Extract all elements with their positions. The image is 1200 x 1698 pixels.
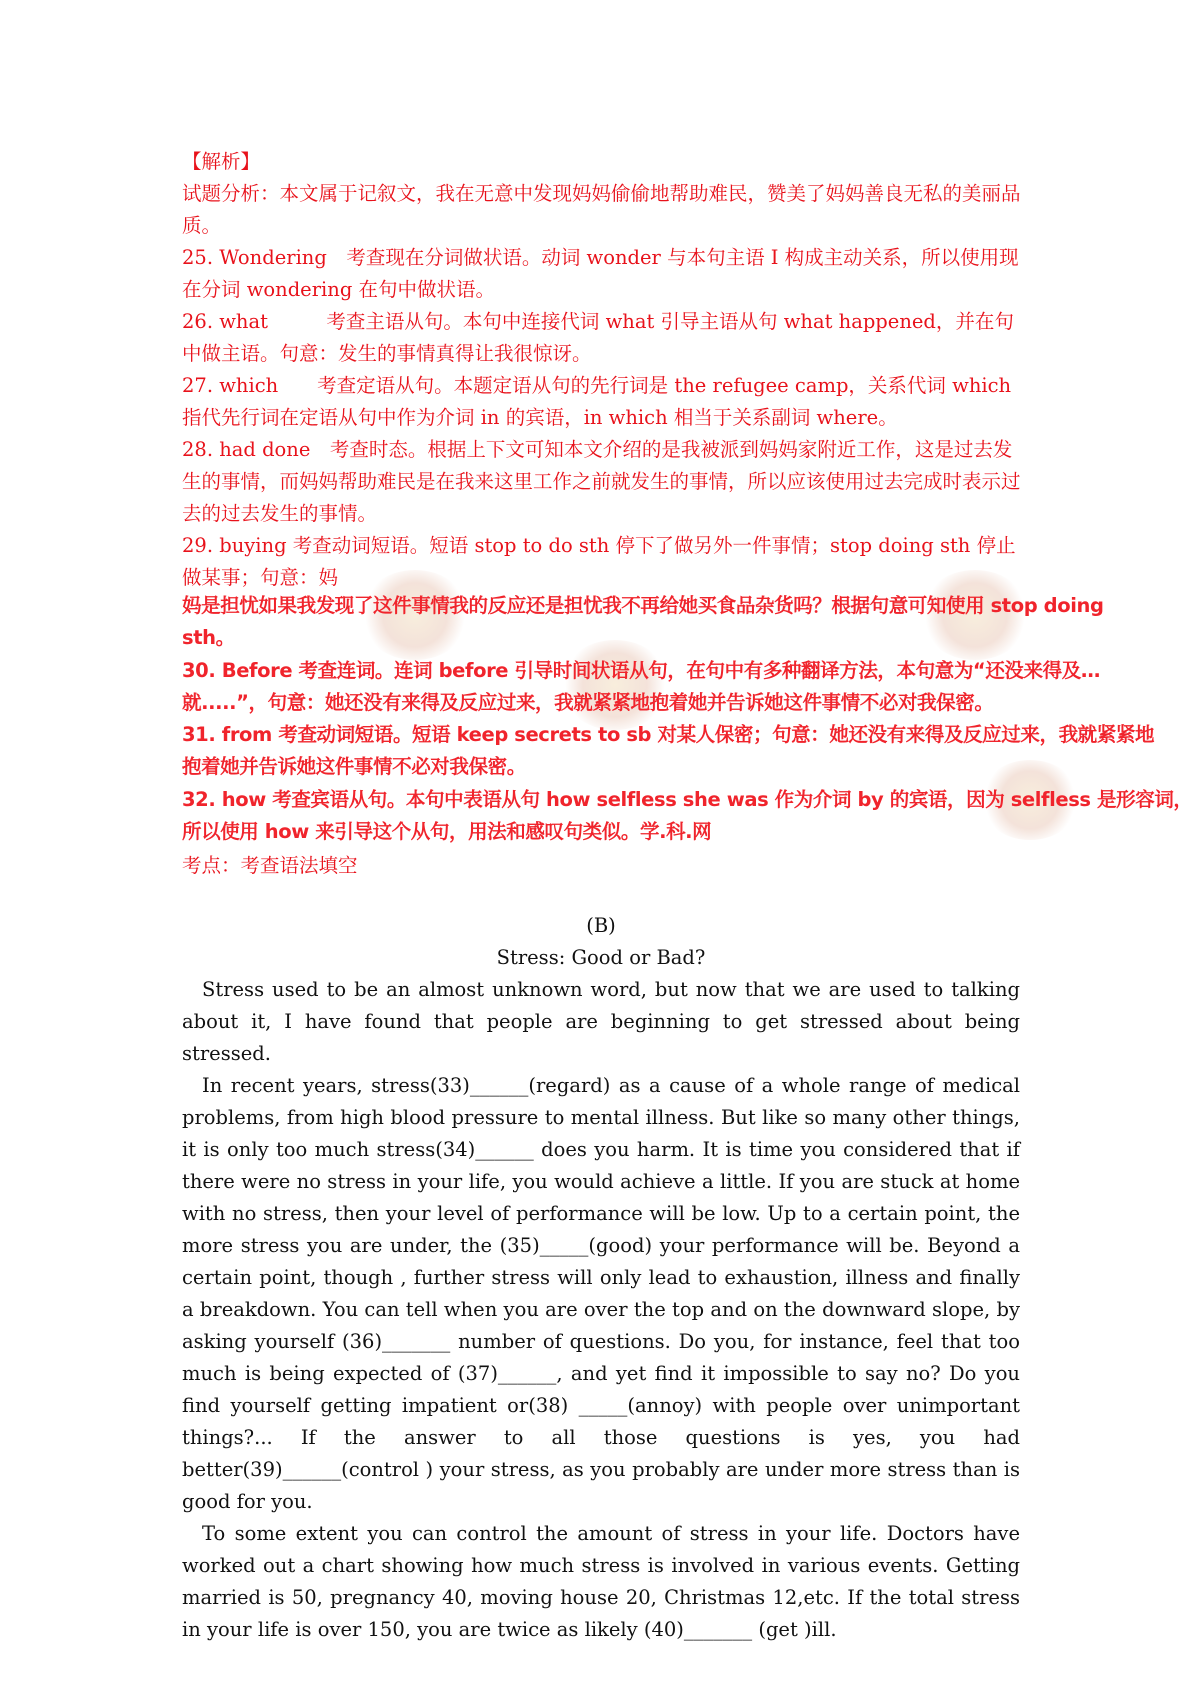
reading-passage [182,910,1020,1646]
key-point-label: 考点：考查语法填空 [182,854,358,877]
passage-label: (B) [586,914,616,937]
passage-paragraph-1: Stress used to be an almost unknown word, but now that we are used to talking about it, I have found that people are beginning to get stressed about being stressed. [182,978,1020,1065]
passage-paragraph-2: In recent years, stress(33)______(regard) as a cause of a whole range of medical problems, from high blood pressure to mental illness. But like so many other things, it is only too much stress(34)______ does you harm. It is time you considered that if there were no stress in your life, you would achieve a little. If you are stuck at home with no stress, then your level of performance will be low. Up to a certain point, the more stress you are under, the (35)_____(good) your performance will be. Beyond a certain point, though , further stress will only lead to exhaustion, illness and finally a breakdown. You can tell when you are over the top and on the downward slope, by asking yourself (36)_______ number of questions. Do you, for instance, feel that too much is being expected of (37)______, and yet find it impossible to say no? Do you find yourself getting impatient or(38) _____(annoy) with people over unimportant things?... If the answer to all those questions is yes, you had better(39)______(control ) your stress, as you probably are under more stress than is good for you. [182,1074,1020,1513]
analysis-item-26: 26. what 考查主语从句。本句中连接代词 what 引导主语从句 what happened，并在句中做主语。句意：发生的事情真得让我很惊讶。 [182,310,1014,365]
analysis-item-29: 29. buying 考查动词短语。短语 stop to do sth 停下了做另外一件事情；stop doing sth 停止做某事；句意：妈 [182,534,1016,589]
analysis-item-25: 25. Wondering 考查现在分词做状语。动词 wonder 与本句主语 I 构成主动关系，所以使用现在分词 wondering 在句中做状语。 [182,246,1019,301]
analysis-item-27: 27. which 考查定语从句。本题定语从句的先行词是 the refugee camp，关系代词 which 指代先行词在定语从句中作为介词 in 的宾语，in which 相当于关系副词 where。 [182,374,1012,429]
scan-line: 抱着她并告诉她这件事情不必对我保密。 [182,755,526,779]
scan-line: 30. Before 考查连词。连词 before 引导时间状语从句，在句中有多种翻译方法，本句意为“还没来得及… [182,658,1100,682]
analysis-section [182,146,1022,594]
analysis-item-28: 28. had done 考查时态。根据上下文可知本文介绍的是我被派到妈妈家附近工作，这是过去发生的事情，而妈妈帮助难民是在我来这里工作之前就发生的事情，所以应该使用过去完成时表示过去的过去发生的事情。 [182,438,1021,525]
scanned-analysis-block [182,590,1193,848]
scan-line: 妈是担忧如果我发现了这件事情我的反应还是担忧我不再给她买食品杂货吗？根据句意可知使用 stop doing [182,594,1104,617]
passage-title: Stress: Good or Bad? [496,946,706,969]
passage-paragraph-3: To some extent you can control the amount of stress in your life. Doctors have worked out a chart showing how much stress is involved in various events. Getting married is 50, pregnancy 40, moving house 20, Christmas 12,etc. If the total stress in your life is over 150, you are twice as likely (40)_______ (get )ill. [182,1522,1020,1641]
scan-line: 31. from 考查动词短语。短语 keep secrets to sb 对某人保密；句意：她还没有来得及反应过来，我就紧紧地 [182,723,1155,747]
analysis-summary: 试题分析：本文属于记叙文，我在无意中发现妈妈偷偷地帮助难民，赞美了妈妈善良无私的美丽品质。 [182,182,1021,237]
scan-line: 32. how 考查宾语从句。本句中表语从句 how selfless she was 作为介词 by 的宾语，因为 selfless 是形容词， [182,787,1193,811]
scan-line: sth。 [182,626,235,650]
scan-line: 就.....”，句意：她还没有来得及反应过来，我就紧紧地抱着她并告诉她这件事情不必对我保密。 [182,690,994,714]
analysis-heading: 【解析】 [182,150,261,173]
scan-line: 所以使用 how 来引导这个从句，用法和感叹句类似。学.科.网 [182,820,712,844]
